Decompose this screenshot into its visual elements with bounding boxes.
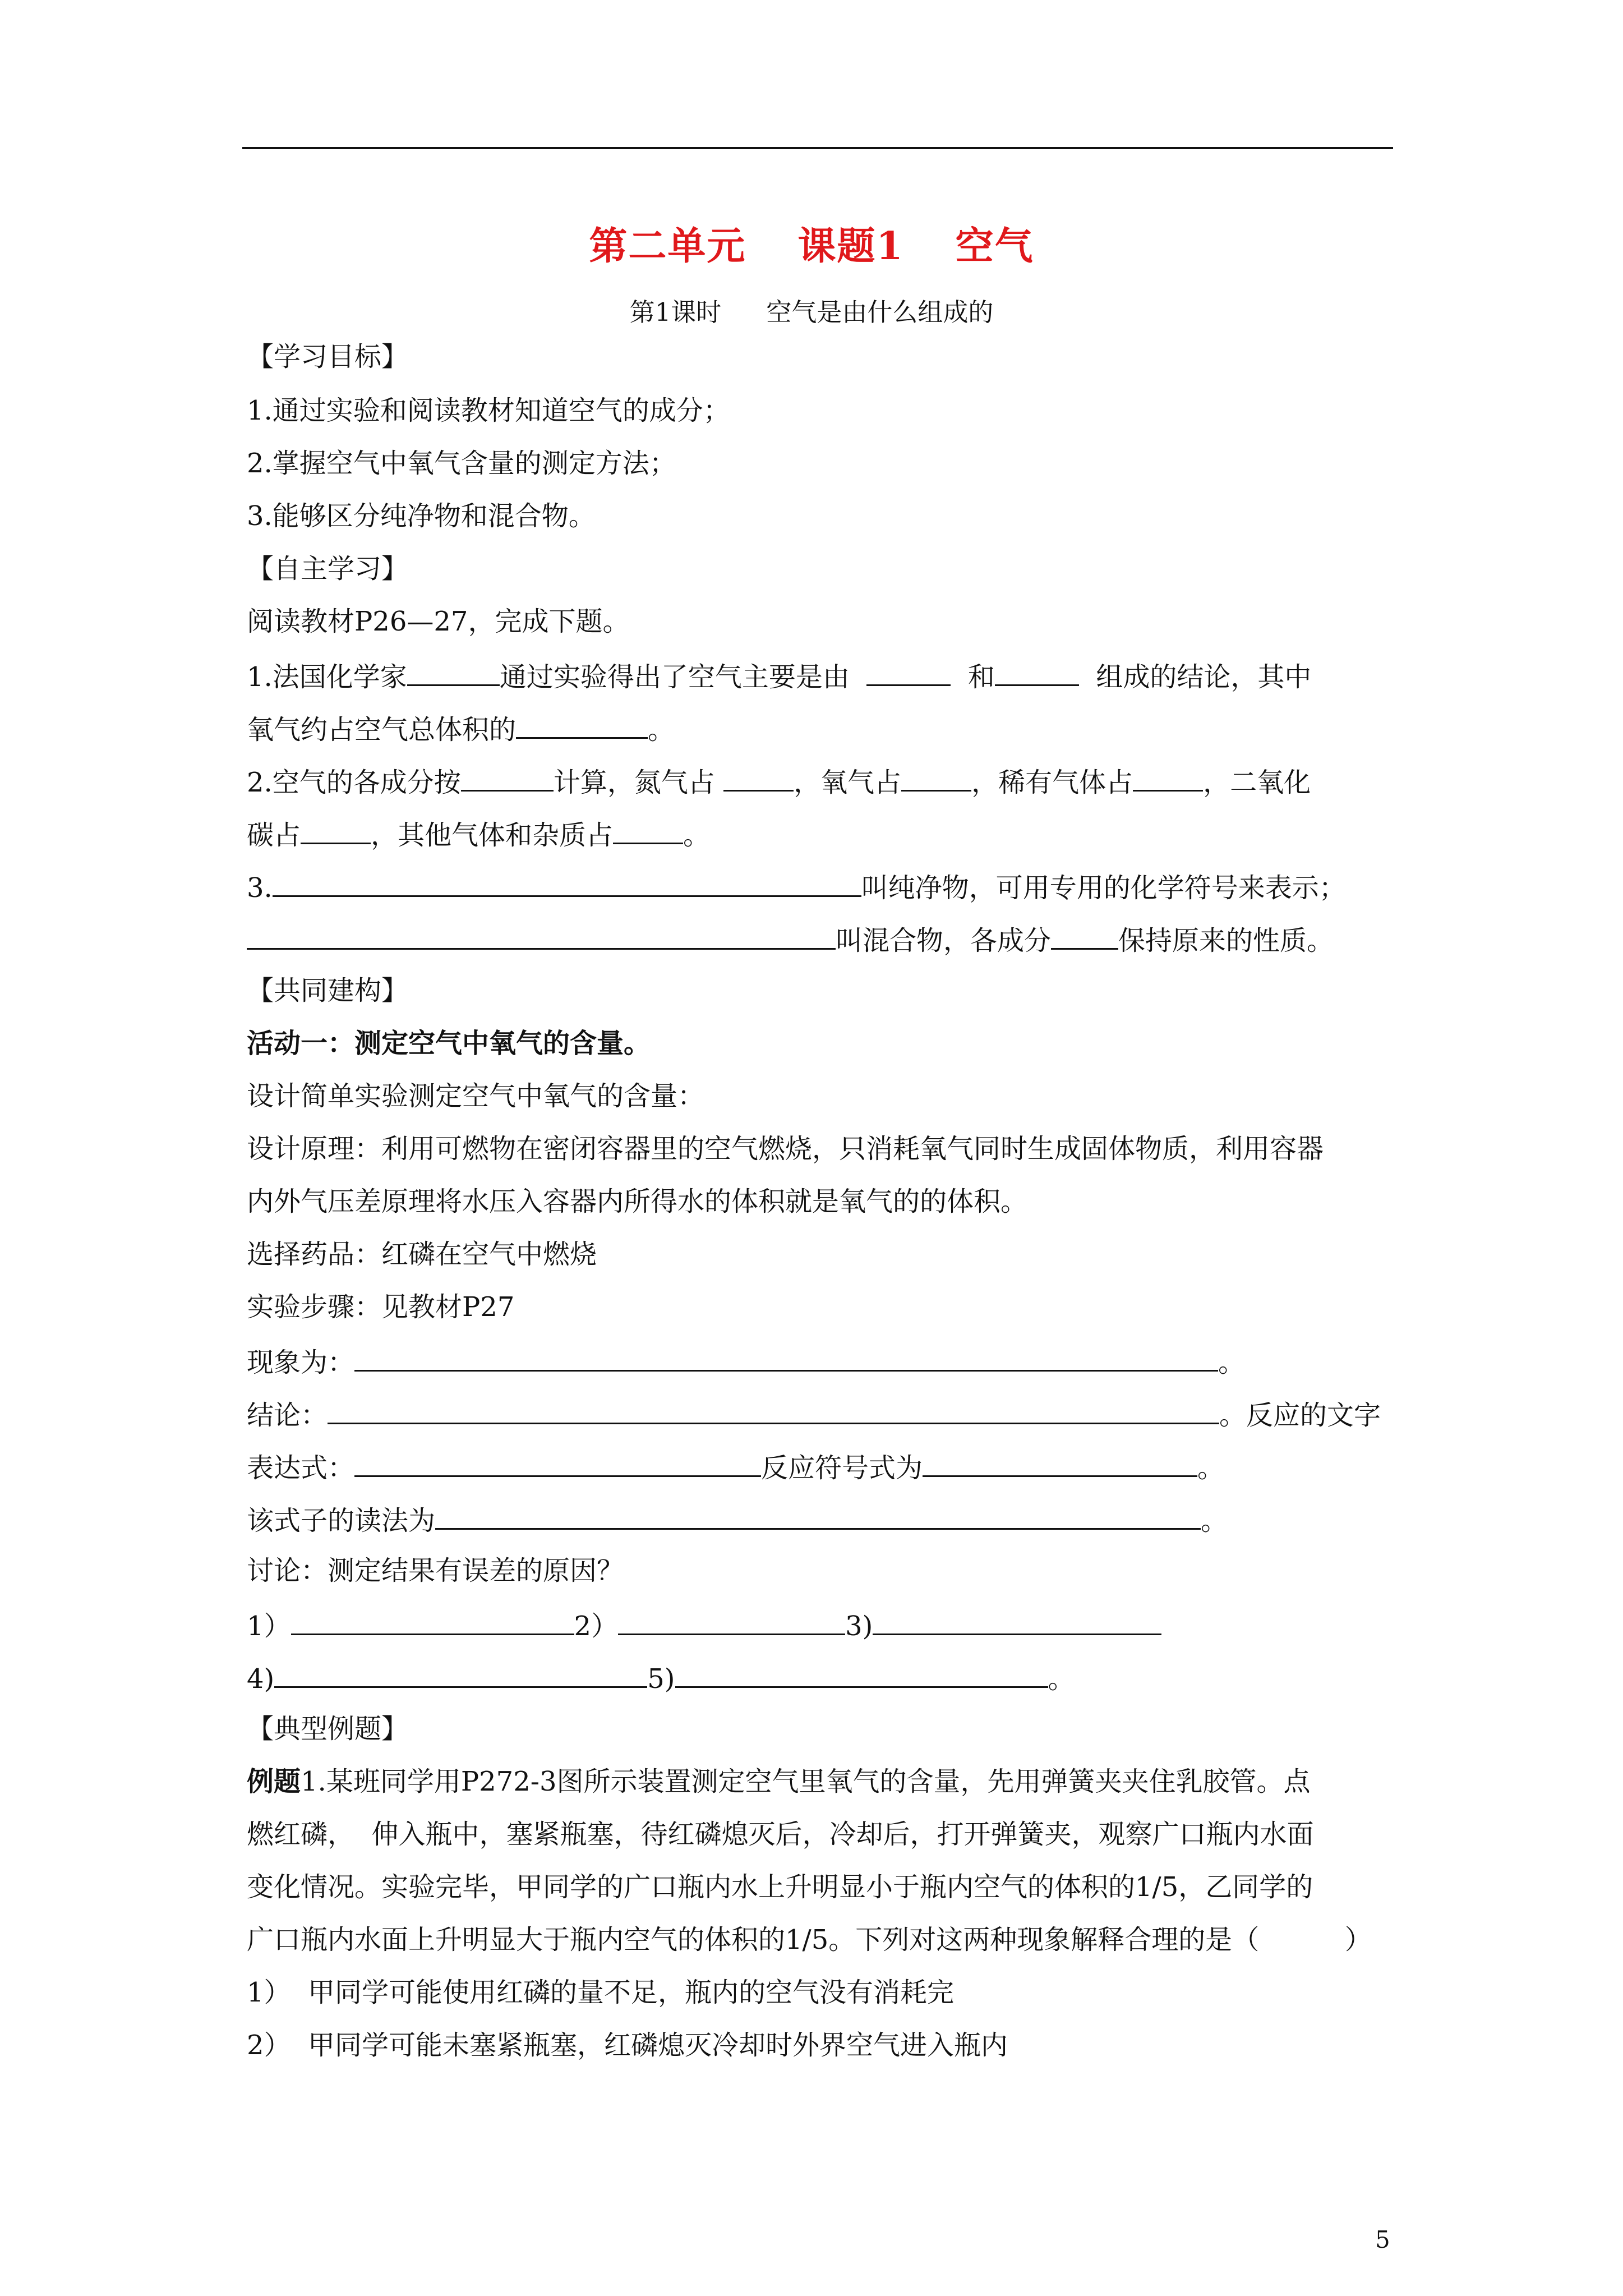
example-line-1: 例题1.某班同学用P272-3图所示装置测定空气里氧气的含量，先用弹簧夹夹住乳胶管。点 xyxy=(247,1766,1311,1797)
answer-blank[interactable] xyxy=(274,1663,647,1688)
answer-blank[interactable] xyxy=(1133,766,1203,792)
design-principle-line-1: 设计原理：利用可燃物在密闭容器里的空气燃烧，只消耗氧气同时生成固体物质，利用容器 xyxy=(247,1133,1324,1165)
reagent-line: 选择药品：红磷在空气中燃烧 xyxy=(247,1239,597,1270)
examples-heading: 【典型例题】 xyxy=(247,1713,409,1745)
answer-blank[interactable] xyxy=(328,1399,1219,1424)
answer-blank[interactable] xyxy=(354,1452,761,1477)
title-lesson: 课题1 xyxy=(797,224,904,269)
title-topic: 空气 xyxy=(955,224,1034,269)
subtitle-topic: 空气是由什么组成的 xyxy=(766,297,994,327)
example-line-2: 燃红磷， 伸入瓶中，塞紧瓶塞，待红磷熄灭后，冷却后，打开弹簧夹，观察广口瓶内水面 xyxy=(247,1819,1314,1850)
answer-blank[interactable] xyxy=(618,1610,845,1635)
answer-blank[interactable] xyxy=(516,714,648,739)
page-subtitle xyxy=(0,292,1623,328)
answer-blank[interactable] xyxy=(291,1610,574,1635)
page-title xyxy=(0,216,1623,270)
expression-line: 表达式： 反应符号式为 。 xyxy=(247,1452,1225,1484)
example-option-2: 2） 甲同学可能未塞紧瓶塞，红磷熄灭冷却时外界空气进入瓶内 xyxy=(247,2030,1008,2061)
activity-title: 活动一：测定空气中氧气的含量。 xyxy=(247,1028,651,1059)
answer-blank[interactable] xyxy=(923,1452,1197,1477)
goal-item: 1.通过实验和阅读教材知道空气的成分； xyxy=(247,395,730,426)
example-line-4: 广口瓶内水面上升明显大于瓶内空气的体积的1/5。下列对这两种现象解释合理的是（ ） xyxy=(247,1924,1372,1955)
header-rule xyxy=(242,147,1393,149)
answer-blank[interactable] xyxy=(435,1504,1201,1530)
answer-blank[interactable] xyxy=(675,1663,1048,1688)
goal-item: 3.能够区分纯净物和混合物。 xyxy=(247,500,596,532)
goal-item: 2.掌握空气中氧气含量的测定方法； xyxy=(247,448,676,479)
design-intro: 设计简单实验测定空气中氧气的含量： xyxy=(247,1080,705,1112)
answer-blank[interactable] xyxy=(407,661,500,686)
answer-blank[interactable] xyxy=(461,766,554,792)
question-1-line-2: 氧气约占空气总体积的 。 xyxy=(247,714,675,746)
conclusion-line: 结论： 。反应的文字 xyxy=(247,1400,1381,1431)
answer-blank[interactable] xyxy=(247,924,836,950)
question-3-line-2: 叫混合物，各成分 保持原来的性质。 xyxy=(247,924,1334,954)
question-3-line-1: 3. 叫纯净物，可用专用的化学符号来表示； xyxy=(247,872,1346,904)
phenomenon-line: 现象为： 。 xyxy=(247,1347,1246,1378)
answer-blank[interactable] xyxy=(613,819,683,844)
discussion-line: 讨论：测定结果有误差的原因？ xyxy=(247,1555,624,1586)
question-2-line-1: 2.空气的各成分按 计算，氮气占 ，氧气占 ，稀有气体占 ，二氧化 xyxy=(247,767,1311,798)
answer-blank[interactable] xyxy=(866,661,951,686)
error-reasons-line-1: 1） 2） 3) xyxy=(247,1610,1161,1640)
question-1-line-1: 1.法国化学家 通过实验得出了空气主要是由 和 组成的结论，其中 xyxy=(247,661,1312,693)
title-unit: 第二单元 xyxy=(589,224,746,269)
answer-blank[interactable] xyxy=(901,766,971,792)
page-number: 5 xyxy=(1375,2226,1390,2253)
answer-blank[interactable] xyxy=(995,661,1079,686)
question-2-line-2: 碳占 ，其他气体和杂质占 。 xyxy=(247,820,711,851)
steps-line: 实验步骤：见教材P27 xyxy=(247,1291,515,1323)
answer-blank[interactable] xyxy=(354,1346,1218,1372)
self-study-intro: 阅读教材P26—27，完成下题。 xyxy=(247,606,630,637)
self-study-heading: 【自主学习】 xyxy=(247,553,409,585)
reading-line: 该式子的读法为 。 xyxy=(247,1505,1228,1536)
answer-blank[interactable] xyxy=(273,872,861,897)
answer-blank[interactable] xyxy=(1051,924,1118,950)
subtitle-period: 第1课时 xyxy=(629,297,722,327)
answer-blank[interactable] xyxy=(723,766,794,792)
goals-heading: 【学习目标】 xyxy=(247,341,409,372)
example-option-1: 1） 甲同学可能使用红磷的量不足，瓶内的空气没有消耗完 xyxy=(247,1977,955,2008)
answer-blank[interactable] xyxy=(873,1610,1161,1635)
co-construct-heading: 【共同建构】 xyxy=(247,975,409,1006)
answer-blank[interactable] xyxy=(301,819,371,844)
error-reasons-line-2: 4) 5) 。 xyxy=(247,1663,1075,1695)
example-line-3: 变化情况。实验完毕，甲同学的广口瓶内水上升明显小于瓶内空气的体积的1/5，乙同学的 xyxy=(247,1871,1313,1903)
design-principle-line-2: 内外气压差原理将水压入容器内所得水的体积就是氧气的的体积。 xyxy=(247,1186,1028,1217)
